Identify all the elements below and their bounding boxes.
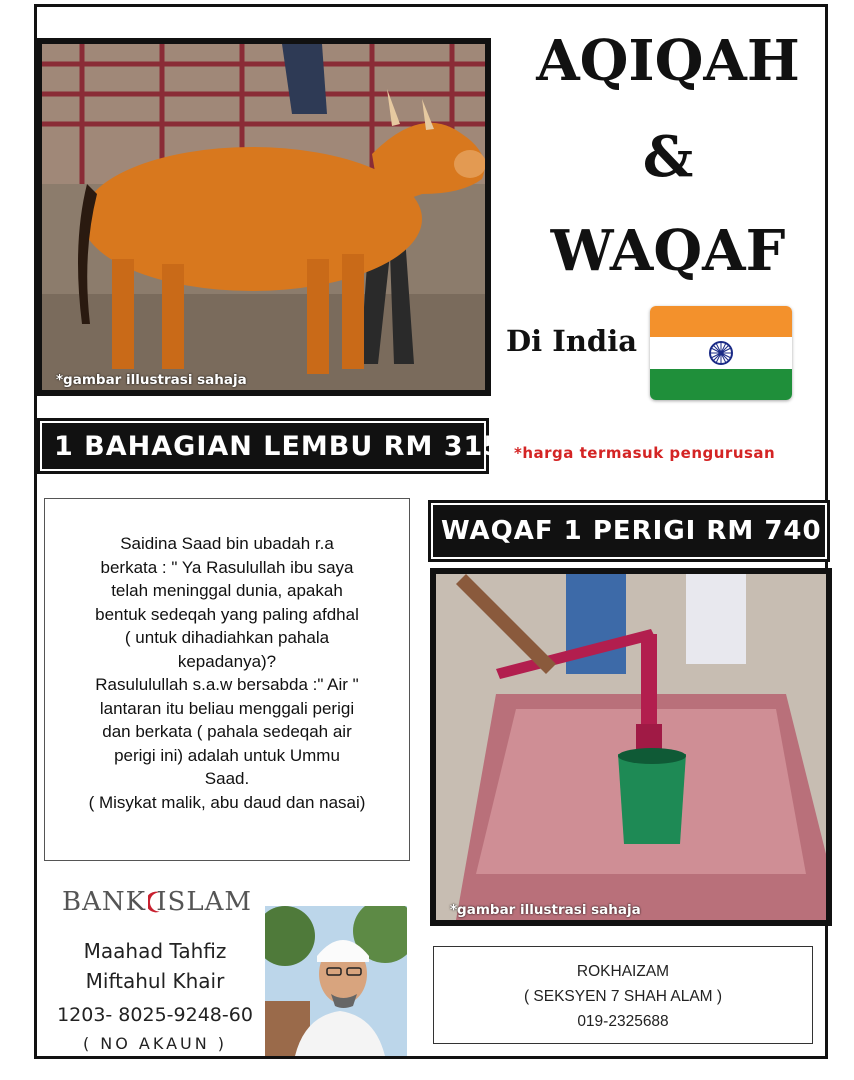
hadith-line: bentuk sedeqah yang paling afdhal: [95, 604, 359, 624]
cow-illustration: [42, 44, 485, 390]
hadith-line: berkata : " Ya Rasulullah ibu saya: [100, 557, 354, 577]
hadith-line: Rasululullah s.a.w bersabda :" Air ": [95, 675, 359, 694]
cow-price-banner: 1 BAHAGIAN LEMBU RM 315: [37, 418, 489, 474]
bank-logo-text-left: BANK: [62, 887, 147, 917]
headline-waqaf: WAQAF: [550, 218, 786, 284]
hadith-line: ( untuk dihadiahkan pahala: [124, 628, 330, 647]
water-pump-illustration: [436, 574, 826, 920]
hadith-line: lantaran itu beliau menggali perigi: [99, 698, 355, 718]
cow-photo: [36, 38, 491, 396]
hadith-line: perigi ini) adalah untuk Ummu: [114, 745, 340, 765]
well-price-banner: WAQAF 1 PERIGI RM 740: [428, 500, 830, 562]
hadith-line: dan berkata ( pahala sedeqah air: [102, 722, 352, 741]
hadith-line: ( Misykat malik, abu daud dan nasai): [88, 792, 366, 812]
bank-islam-logo: [62, 882, 252, 922]
india-flag: [650, 306, 792, 400]
hadith-line: kepadanya)?: [177, 651, 277, 671]
portrait-illustration: [265, 906, 407, 1056]
contact-phone: 019-2325688: [577, 1013, 669, 1030]
account-name-line1: Maahad Tahfiz: [83, 939, 227, 963]
bank-logo-text-right: ISLAM: [156, 887, 252, 917]
water-pump-photo: [430, 568, 832, 926]
hadith-line: telah meninggal dunia, apakah: [111, 581, 343, 600]
pump-caption: *gambar illustrasi sahaja: [450, 902, 641, 918]
ashoka-chakra-icon: [708, 340, 734, 366]
location-label: Di India: [506, 324, 637, 358]
headline-aqiqah: AQIQAH: [536, 28, 800, 94]
price-note: *harga termasuk pengurusan: [514, 444, 776, 462]
headline-ampersand: &: [642, 124, 694, 190]
hadith-line: Saidina Saad bin ubadah r.a: [120, 534, 334, 553]
account-number: 1203- 8025-9248-60: [57, 1004, 253, 1026]
contact-box: [433, 946, 813, 1044]
account-name-line2: Miftahul Khair: [85, 969, 225, 993]
contact-area: ( SEKSYEN 7 SHAH ALAM ): [523, 988, 723, 1005]
hadith-line: Saad.: [204, 769, 250, 788]
ustaz-portrait: [265, 906, 407, 1056]
account-label: ( NO AKAUN ): [82, 1034, 228, 1053]
hadith-box: [44, 498, 410, 861]
cow-caption: *gambar illustrasi sahaja: [56, 372, 247, 388]
contact-name: ROKHAIZAM: [576, 963, 670, 980]
